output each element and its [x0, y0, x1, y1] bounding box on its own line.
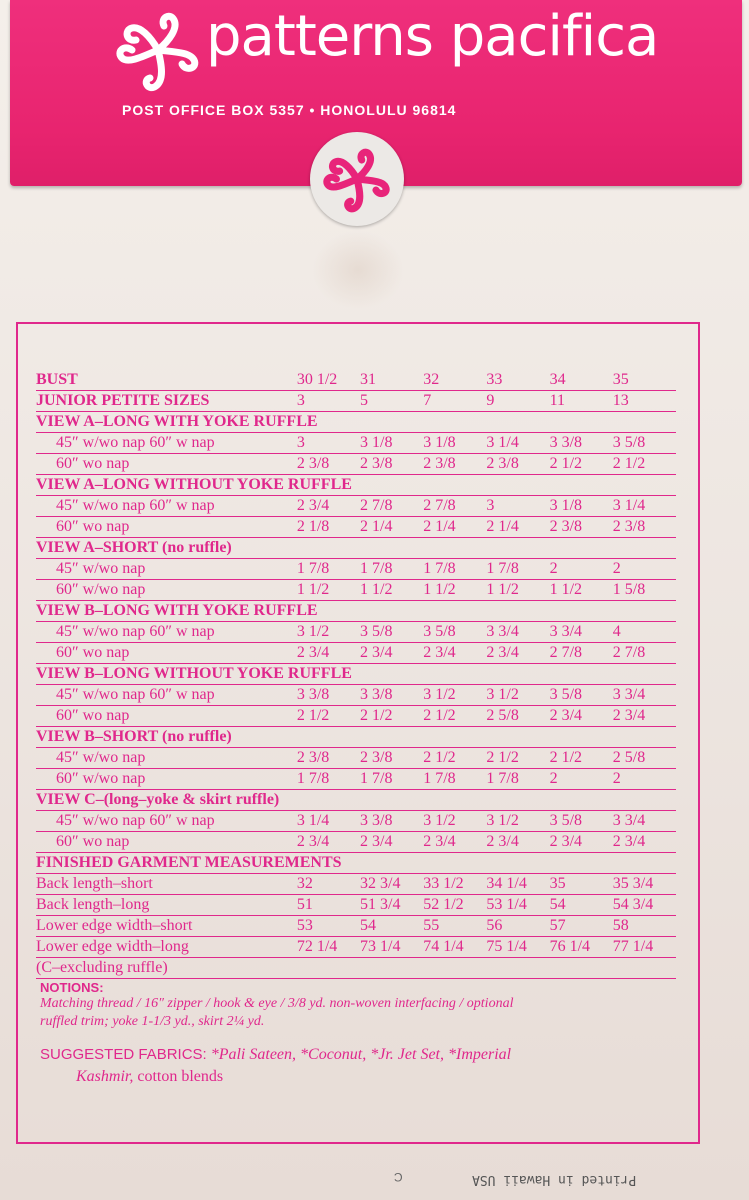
sizes-row-value: 7 — [423, 391, 486, 412]
yardage-row-value: 3 1/4 — [613, 496, 676, 517]
yardage-row-value: 1 1/2 — [486, 580, 549, 601]
measurement-row-value: 77 1/4 — [613, 937, 676, 958]
yardage-row-value: 2 1/2 — [423, 748, 486, 769]
yardage-row-value: 3 3/8 — [297, 685, 360, 706]
measurement-row-value: 35 — [550, 874, 613, 895]
yardage-row — [36, 559, 676, 580]
measurement-row-value: 51 — [297, 895, 360, 916]
measurement-row-value: 52 1/2 — [423, 895, 486, 916]
yardage-row-value: 2 1/2 — [550, 454, 613, 475]
yardage-row-value: 3 3/4 — [486, 622, 549, 643]
yardage-row-value: 2 3/4 — [613, 832, 676, 853]
yardage-row-value: 3 1/4 — [486, 433, 549, 454]
bust-row-value: 30 1/2 — [297, 370, 360, 391]
yardage-row-value: 2 — [613, 769, 676, 790]
fabrics-line-1: *Pali Sateen, *Coconut, *Jr. Jet Set, *Imperial — [210, 1046, 512, 1063]
yardage-row-value: 2 1/2 — [550, 748, 613, 769]
yardage-row — [36, 643, 676, 664]
corner-mark: C — [394, 1170, 403, 1184]
sizes-row — [36, 391, 676, 412]
yardage-row — [36, 706, 676, 727]
measurement-row-value: 32 3/4 — [360, 874, 423, 895]
yardage-row-value: 2 5/8 — [486, 706, 549, 727]
section-title: VIEW B–SHORT (no ruffle) — [36, 727, 676, 748]
yardage-row-value: 2 1/2 — [360, 706, 423, 727]
notions-line-1: Matching thread / 16″ zipper / hook & eye / 3/8 yd. non-woven interfacing / optional — [40, 996, 514, 1011]
measurement-row-value: 32 — [297, 874, 360, 895]
postal-address: POST OFFICE BOX 5357 • HONOLULU 96814 — [122, 102, 457, 118]
measurement-row-value: 54 — [360, 916, 423, 937]
yardage-row-value: 1 7/8 — [423, 559, 486, 580]
yardage-row-value: 2 1/2 — [486, 748, 549, 769]
bust-row — [36, 370, 676, 391]
yardage-row-value: 2 3/8 — [360, 748, 423, 769]
yardage-row-value: 3 3/4 — [613, 685, 676, 706]
yardage-row-value: 2 1/2 — [423, 706, 486, 727]
fabrics-title: SUGGESTED FABRICS: — [40, 1046, 207, 1063]
yardage-row-value: 3 1/2 — [486, 685, 549, 706]
yardage-table — [36, 370, 676, 979]
yardage-row-value: 2 — [550, 559, 613, 580]
yardage-row-value: 2 5/8 — [613, 748, 676, 769]
yardage-row — [36, 496, 676, 517]
section-title: VIEW A–SHORT (no ruffle) — [36, 538, 676, 559]
yardage-row-value: 3 1/4 — [297, 811, 360, 832]
yardage-row-label: 45″ w/wo nap 60″ w nap — [36, 811, 297, 832]
measurement-row-value: 54 — [550, 895, 613, 916]
sticker-seal — [310, 132, 404, 226]
measurement-row-label: Lower edge width–short — [36, 916, 297, 937]
yardage-row-value: 2 3/4 — [486, 643, 549, 664]
section-header-row — [36, 664, 676, 685]
section-title: VIEW B–LONG WITH YOKE RUFFLE — [36, 601, 676, 622]
measurement-row — [36, 937, 676, 958]
notions-block — [40, 980, 670, 1031]
yardage-row-value: 3 5/8 — [423, 622, 486, 643]
yardage-row-value: 2 3/4 — [360, 832, 423, 853]
yardage-row-label: 60″ wo nap — [36, 454, 297, 475]
yardage-row-value: 3 1/2 — [423, 811, 486, 832]
finished-title: FINISHED GARMENT MEASUREMENTS — [36, 853, 676, 874]
measurement-row — [36, 916, 676, 937]
yardage-row-value: 3 1/8 — [360, 433, 423, 454]
yardage-row — [36, 811, 676, 832]
fabrics-line-2-italic: Kashmir, — [76, 1068, 134, 1085]
yardage-row — [36, 580, 676, 601]
measurement-row-value: 54 3/4 — [613, 895, 676, 916]
measurement-row-value: 53 — [297, 916, 360, 937]
yardage-row-value: 3 3/4 — [613, 811, 676, 832]
yardage-chart — [36, 370, 676, 979]
yardage-row-label: 60″ wo nap — [36, 832, 297, 853]
yardage-row-value: 3 3/4 — [550, 622, 613, 643]
measurement-row-value: 34 1/4 — [486, 874, 549, 895]
yardage-row-value: 3 5/8 — [550, 811, 613, 832]
yardage-row-label: 45″ w/wo nap 60″ w nap — [36, 433, 297, 454]
yardage-row-value: 3 3/8 — [550, 433, 613, 454]
yardage-row-value: 3 1/2 — [486, 811, 549, 832]
section-header-row — [36, 538, 676, 559]
yardage-row-value: 4 — [613, 622, 676, 643]
yardage-row-value: 2 1/4 — [486, 517, 549, 538]
yardage-row-value: 2 1/2 — [297, 706, 360, 727]
yardage-row-value: 2 3/8 — [486, 454, 549, 475]
yardage-row-label: 60″ wo nap — [36, 706, 297, 727]
yardage-row-value: 3 1/8 — [423, 433, 486, 454]
yardage-row-value: 3 — [486, 496, 549, 517]
yardage-row — [36, 832, 676, 853]
measurement-row-value: 74 1/4 — [423, 937, 486, 958]
yardage-row — [36, 748, 676, 769]
sizes-row-value: 9 — [486, 391, 549, 412]
section-title: VIEW C–(long–yoke & skirt ruffle) — [36, 790, 676, 811]
yardage-row-value: 2 7/8 — [613, 643, 676, 664]
notions-title: NOTIONS: — [40, 980, 104, 995]
yardage-row-value: 3 5/8 — [360, 622, 423, 643]
yardage-row-label: 45″ w/wo nap 60″ w nap — [36, 685, 297, 706]
yardage-row-value: 2 3/4 — [360, 643, 423, 664]
yardage-row-value: 3 1/2 — [423, 685, 486, 706]
yardage-row — [36, 622, 676, 643]
yardage-row-value: 2 — [613, 559, 676, 580]
yardage-row-value: 2 3/4 — [550, 706, 613, 727]
yardage-row-label: 60″ w/wo nap — [36, 580, 297, 601]
measurement-row-value: 55 — [423, 916, 486, 937]
yardage-row-value: 1 7/8 — [486, 769, 549, 790]
yardage-row-value: 1 5/8 — [613, 580, 676, 601]
measurement-row-value: 53 1/4 — [486, 895, 549, 916]
measurement-row-label: Lower edge width–long — [36, 937, 297, 958]
sizes-row-value: 11 — [550, 391, 613, 412]
sizes-row-label: JUNIOR PETITE SIZES — [36, 391, 297, 412]
yardage-row-value: 3 5/8 — [550, 685, 613, 706]
bust-row-value: 31 — [360, 370, 423, 391]
yardage-row-label: 45″ w/wo nap 60″ w nap — [36, 622, 297, 643]
yardage-row — [36, 433, 676, 454]
finished-header-row — [36, 853, 676, 874]
measurement-row-value: 58 — [613, 916, 676, 937]
pinwheel-logo-icon — [110, 8, 206, 92]
yardage-row-value: 2 3/8 — [360, 454, 423, 475]
measurement-row-value: 73 1/4 — [360, 937, 423, 958]
bust-row-value: 35 — [613, 370, 676, 391]
section-header-row — [36, 790, 676, 811]
yardage-row-value: 2 7/8 — [360, 496, 423, 517]
finished-note: (C–excluding ruffle) — [36, 958, 676, 979]
yardage-row-value: 2 3/4 — [486, 832, 549, 853]
printed-in-label: Printed in Hawaii USA — [472, 1172, 637, 1187]
yardage-row-value: 2 7/8 — [550, 643, 613, 664]
yardage-row-value: 2 1/2 — [613, 454, 676, 475]
measurement-row-value: 75 1/4 — [486, 937, 549, 958]
yardage-row-label: 60″ wo nap — [36, 517, 297, 538]
yardage-row-value: 1 1/2 — [423, 580, 486, 601]
yardage-row-value: 2 3/8 — [613, 517, 676, 538]
yardage-row-value: 2 1/4 — [360, 517, 423, 538]
yardage-row-value: 2 1/8 — [297, 517, 360, 538]
section-header-row — [36, 412, 676, 433]
yardage-row-value: 1 7/8 — [360, 559, 423, 580]
yardage-row — [36, 454, 676, 475]
yardage-row-value: 2 3/4 — [297, 832, 360, 853]
finished-note-row — [36, 958, 676, 979]
yardage-row-value: 3 1/8 — [550, 496, 613, 517]
yardage-row-value: 2 3/8 — [297, 454, 360, 475]
yardage-row-value: 3 3/8 — [360, 811, 423, 832]
bust-row-value: 32 — [423, 370, 486, 391]
yardage-row — [36, 517, 676, 538]
yardage-row-value: 1 7/8 — [360, 769, 423, 790]
yardage-row-value: 1 7/8 — [297, 559, 360, 580]
measurement-row — [36, 895, 676, 916]
suggested-fabrics-block — [40, 1044, 680, 1088]
measurement-row-value: 72 1/4 — [297, 937, 360, 958]
yardage-row-value: 2 3/4 — [613, 706, 676, 727]
section-header-row — [36, 475, 676, 496]
section-header-row — [36, 727, 676, 748]
yardage-row-value: 1 1/2 — [297, 580, 360, 601]
measurement-row-value: 35 3/4 — [613, 874, 676, 895]
yardage-row-value: 1 7/8 — [297, 769, 360, 790]
yardage-row-value: 3 3/8 — [360, 685, 423, 706]
yardage-row-value: 2 3/4 — [297, 496, 360, 517]
yardage-row-value: 2 3/4 — [550, 832, 613, 853]
section-title: VIEW A–LONG WITH YOKE RUFFLE — [36, 412, 676, 433]
measurement-row-value: 33 1/2 — [423, 874, 486, 895]
yardage-row-value: 3 — [297, 433, 360, 454]
yardage-row-value: 2 3/8 — [423, 454, 486, 475]
measurement-row-label: Back length–long — [36, 895, 297, 916]
yardage-row-label: 45″ w/wo nap 60″ w nap — [36, 496, 297, 517]
yardage-row — [36, 769, 676, 790]
notions-line-2: ruffled trim; yoke 1-1/3 yd., skirt 2¼ yd. — [40, 1014, 265, 1029]
sizes-row-value: 13 — [613, 391, 676, 412]
paper-stain — [312, 230, 404, 310]
measurement-row-label: Back length–short — [36, 874, 297, 895]
yardage-row-value: 1 1/2 — [550, 580, 613, 601]
measurement-row — [36, 874, 676, 895]
yardage-row-label: 45″ w/wo nap — [36, 559, 297, 580]
measurement-row-value: 51 3/4 — [360, 895, 423, 916]
brand-name: patterns pacifica — [206, 4, 659, 69]
sizes-row-value: 3 — [297, 391, 360, 412]
yardage-row-value: 3 1/2 — [297, 622, 360, 643]
yardage-row-value: 2 3/8 — [297, 748, 360, 769]
sizes-row-value: 5 — [360, 391, 423, 412]
fabrics-line-2-rest: cotton blends — [133, 1068, 224, 1085]
yardage-row-value: 1 1/2 — [360, 580, 423, 601]
section-title: VIEW B–LONG WITHOUT YOKE RUFFLE — [36, 664, 676, 685]
yardage-row-value: 2 3/4 — [423, 832, 486, 853]
yardage-row-value: 3 5/8 — [613, 433, 676, 454]
yardage-row-value: 2 7/8 — [423, 496, 486, 517]
measurement-row-value: 56 — [486, 916, 549, 937]
bust-row-label: BUST — [36, 370, 297, 391]
yardage-row-label: 60″ wo nap — [36, 643, 297, 664]
measurement-row-value: 57 — [550, 916, 613, 937]
yardage-row-label: 45″ w/wo nap — [36, 748, 297, 769]
measurement-row-value: 76 1/4 — [550, 937, 613, 958]
yardage-row-value: 1 7/8 — [486, 559, 549, 580]
section-title: VIEW A–LONG WITHOUT YOKE RUFFLE — [36, 475, 676, 496]
yardage-row-value: 1 7/8 — [423, 769, 486, 790]
yardage-row-value: 2 1/4 — [423, 517, 486, 538]
yardage-row-value: 2 3/8 — [550, 517, 613, 538]
yardage-row-label: 60″ w/wo nap — [36, 769, 297, 790]
section-header-row — [36, 601, 676, 622]
yardage-row-value: 2 3/4 — [423, 643, 486, 664]
pinwheel-seal-icon — [319, 139, 395, 219]
yardage-row-value: 2 — [550, 769, 613, 790]
yardage-row — [36, 685, 676, 706]
bust-row-value: 34 — [550, 370, 613, 391]
bust-row-value: 33 — [486, 370, 549, 391]
yardage-row-value: 2 3/4 — [297, 643, 360, 664]
